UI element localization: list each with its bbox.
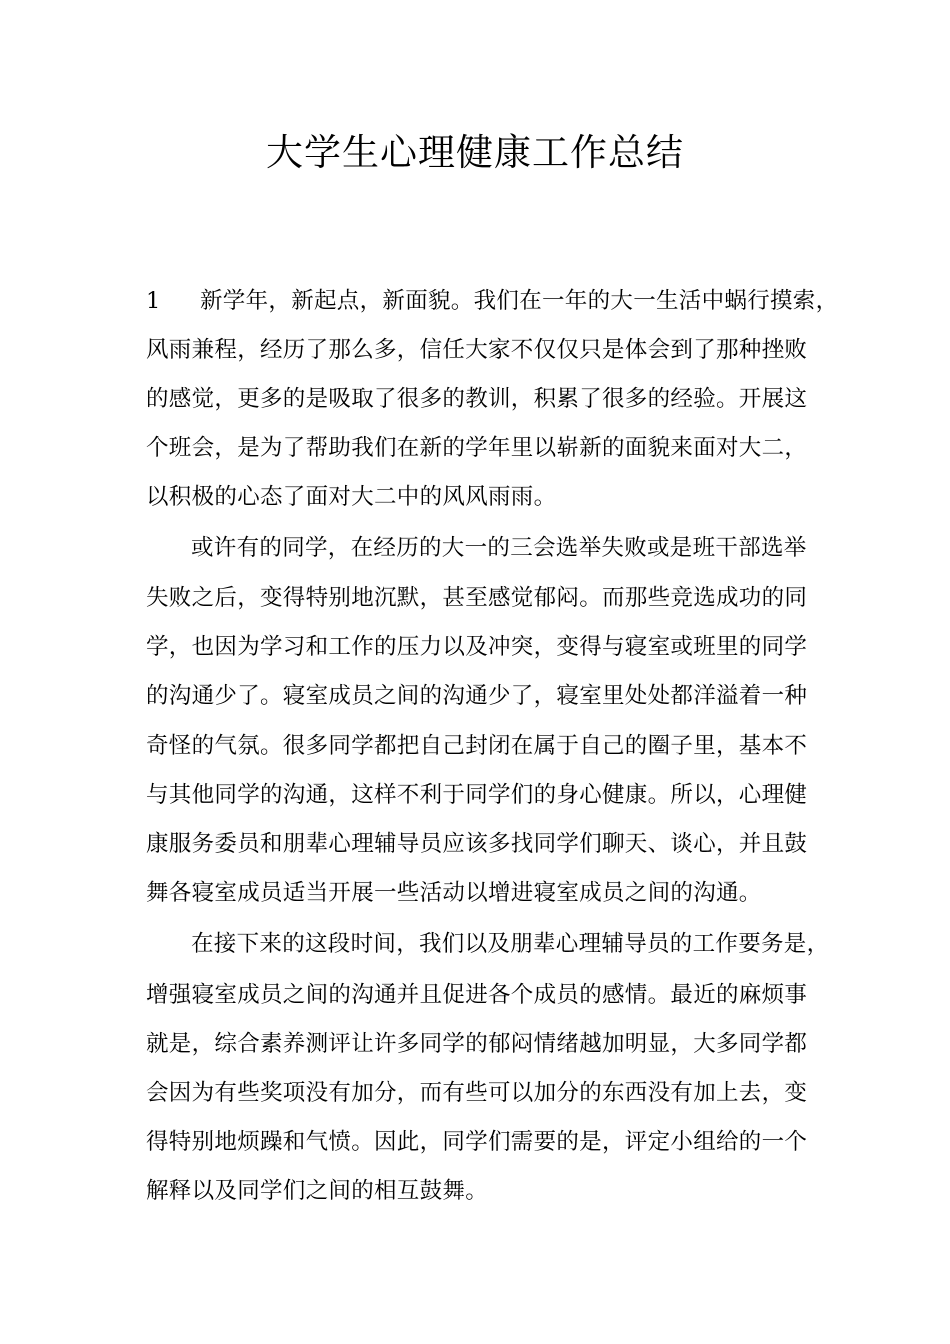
paragraph-number: 1 (146, 288, 161, 314)
paragraph-3-line-5: 得特别地烦躁和气愤。因此，同学们需要的是，评定小组给的一个 (146, 1129, 808, 1155)
paragraph-3-line-4: 会因为有些奖项没有加分，而有些可以加分的东西没有加上去，变 (146, 1080, 808, 1106)
paragraph-3-line-3: 就是，综合素养测评让许多同学的郁闷情绪越加明显，大多同学都 (146, 1031, 808, 1057)
paragraph-2-line-7: 康服务委员和朋辈心理辅导员应该多找同学们聊天、谈心，并且鼓 (146, 831, 808, 857)
paragraph-3-line-2: 增强寝室成员之间的沟通并且促进各个成员的感情。最近的麻烦事 (146, 982, 808, 1008)
paragraph-1-line-1 (146, 277, 838, 326)
paragraph-1-line-2: 风雨兼程，经历了那么多，信任大家不仅仅只是体会到了那种挫败 (146, 337, 808, 363)
paragraph-1-line-5: 以积极的心态了面对大二中的风风雨雨。 (146, 484, 557, 510)
paragraph-1-line-4: 个班会，是为了帮助我们在新的学年里以崭新的面貌来面对大二， (146, 435, 808, 461)
paragraph-3-line-6: 解释以及同学们之间的相互鼓舞。 (146, 1178, 489, 1204)
paragraph-2-line-8: 舞各寝室成员适当开展一些活动以增进寝室成员之间的沟通。 (146, 880, 762, 906)
paragraph-2-line-5: 奇怪的气氛。很多同学都把自己封闭在属于自己的圈子里，基本不 (146, 733, 808, 759)
line-text: 或许有的同学，在经历的大一的三会选举失败或是班干部选举 (191, 535, 807, 561)
line-text: 在接下来的这段时间，我们以及朋辈心理辅导员的工作要务是， (191, 931, 830, 957)
paragraph-2-line-2: 失败之后，变得特别地沉默，甚至感觉郁闷。而那些竞选成功的同 (146, 585, 808, 611)
line-text: 新学年，新起点，新面貌。我们在一年的大一生活中蜗行摸索， (200, 288, 839, 314)
document-title: 大学生心理健康工作总结 (266, 131, 684, 174)
paragraph-2-line-4: 的沟通少了。寝室成员之间的沟通少了，寝室里处处都洋溢着一种 (146, 683, 808, 709)
paragraph-3-line-1 (146, 920, 829, 969)
paragraph-2-line-1 (146, 524, 807, 573)
paragraph-2-line-6: 与其他同学的沟通，这样不利于同学们的身心健康。所以，心理健 (146, 782, 808, 808)
paragraph-2-line-3: 学，也因为学习和工作的压力以及冲突，变得与寝室或班里的同学 (146, 634, 808, 660)
paragraph-1-line-3: 的感觉，更多的是吸取了很多的教训，积累了很多的经验。开展这 (146, 386, 808, 412)
